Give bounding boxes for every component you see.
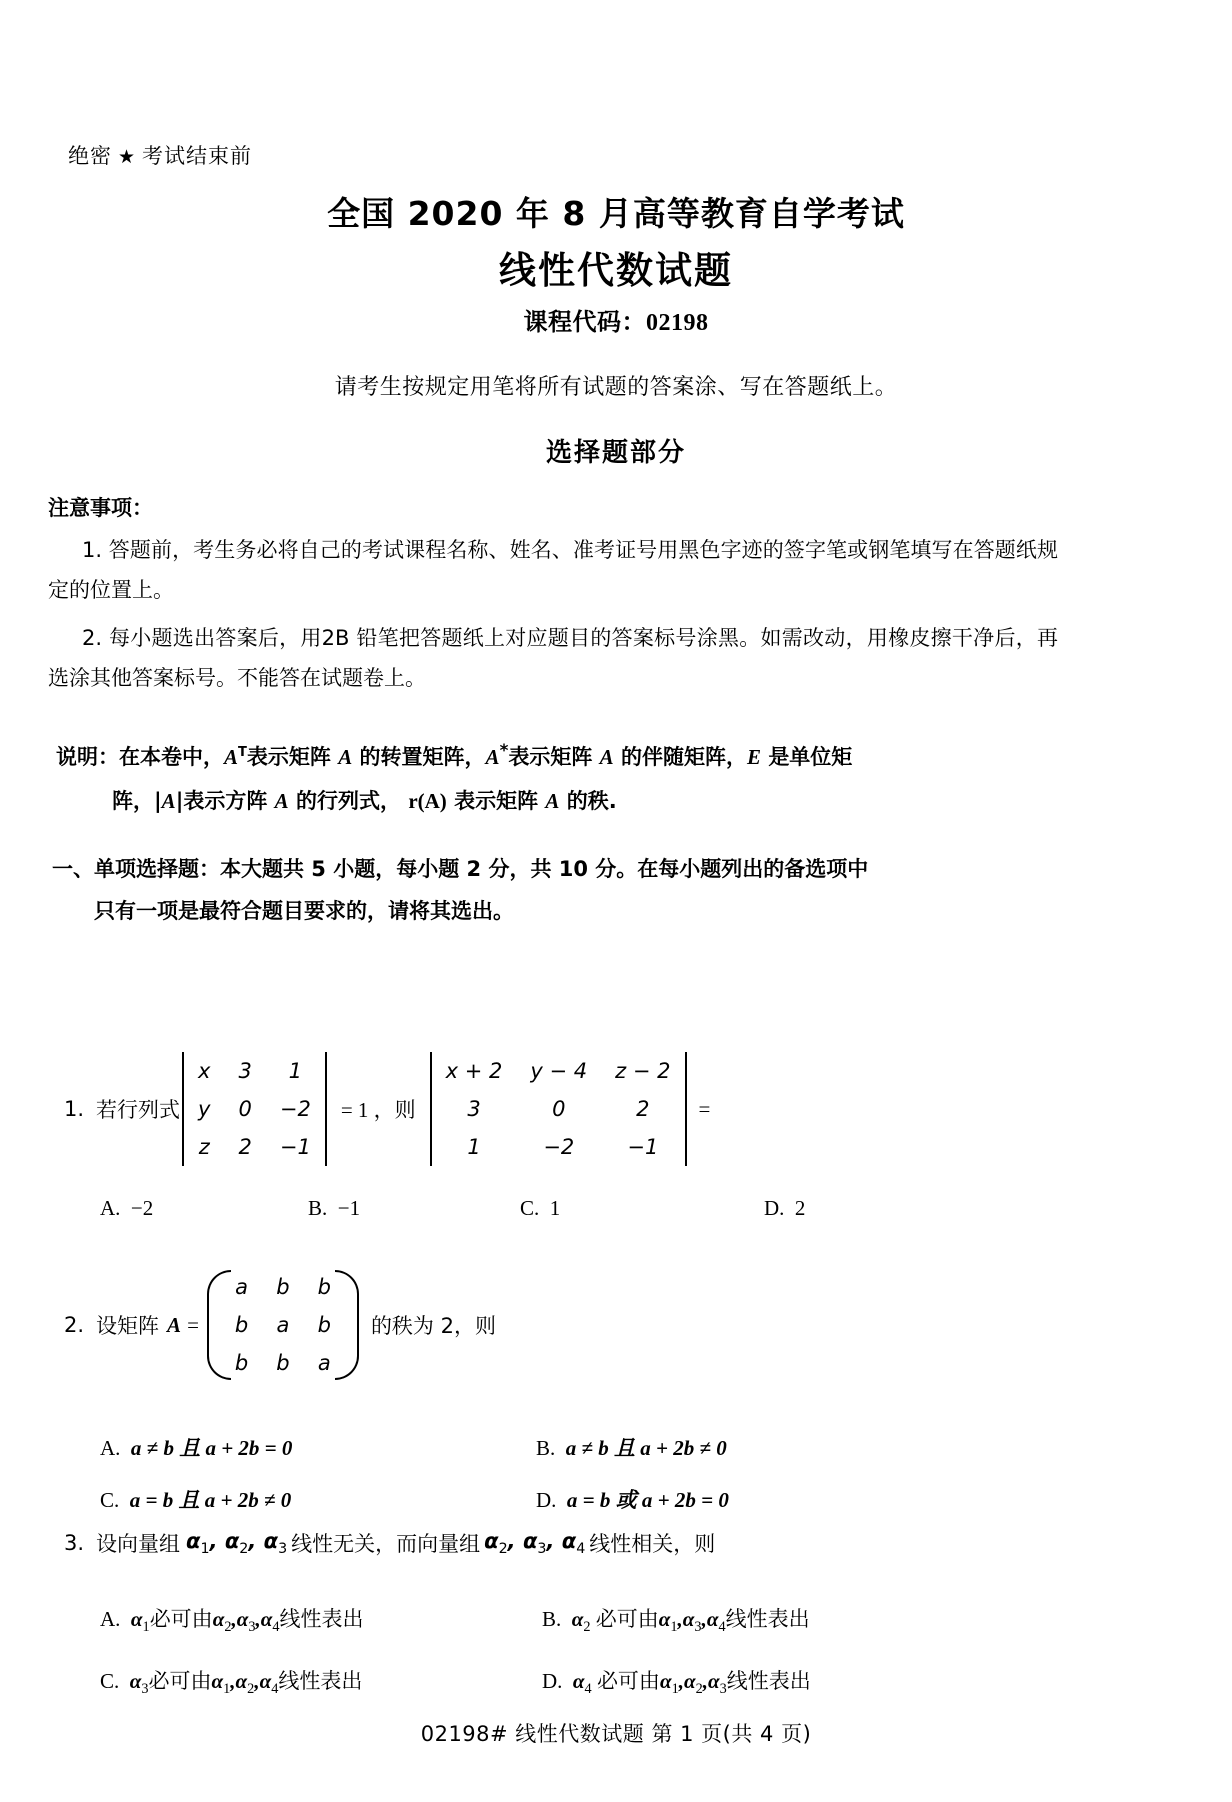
explanation-line1-e: 的伴随矩阵， — [620, 745, 747, 769]
star-icon: ★ — [118, 146, 137, 168]
option-label: A. — [100, 1607, 121, 1631]
symbol-a-3: A — [274, 789, 289, 813]
notes-label: 注意事项： — [48, 496, 153, 520]
question-1-determinant-2 — [430, 1052, 687, 1166]
cell: z — [198, 1135, 210, 1159]
option-text: a ≠ b 且 a + 2b ≠ 0 — [565, 1436, 727, 1460]
option-tail: 线性表出 — [725, 1607, 810, 1631]
subscript: 1 — [142, 1619, 150, 1636]
option-head-vector: $\alpha_1$ — [130, 1607, 150, 1636]
adjugate-superscript: * — [499, 740, 509, 760]
determinant-1-body — [184, 1052, 325, 1166]
symbol-a-adjugate: A — [485, 745, 500, 769]
cell: b — [317, 1313, 331, 1337]
cell: y — [198, 1097, 211, 1121]
note-item-1-text: 1. 答题前，考生务必将自己的考试课程名称、姓名、准考证号用黑色字迹的签字笔或钢笔填写在答题纸规定的位置上。 — [48, 538, 1058, 602]
subscript: 4 — [576, 1541, 586, 1558]
symbol-a-1: A — [338, 745, 353, 769]
option-row — [100, 1592, 1040, 1654]
note-item-2 — [48, 618, 1058, 698]
explanation-line2-e: 的秩. — [566, 789, 617, 813]
question-1-option-d[interactable] — [764, 1196, 805, 1221]
question-3-prefix: 设向量组 — [96, 1532, 181, 1556]
option-label: D. — [536, 1488, 557, 1512]
explanation-line2-a: 阵， — [112, 789, 154, 813]
subscript: 4 — [271, 1681, 279, 1698]
paper-title: 线性代数试题 — [499, 249, 733, 292]
cell: 2 — [238, 1135, 252, 1159]
option-mid: 必可由 — [596, 1669, 660, 1694]
question-3-number: 3. — [64, 1531, 85, 1555]
vector-group-1: $\alpha_1$, $\alpha_2$, $\alpha_3$ — [186, 1528, 288, 1558]
course-code-separator: ： — [621, 308, 646, 336]
symbol-a-2: A — [599, 745, 614, 769]
cell: −2 — [279, 1097, 311, 1121]
equals-sign: = — [187, 1312, 199, 1337]
cell: b — [234, 1351, 249, 1375]
question-2-options — [100, 1422, 1040, 1526]
cell: b — [234, 1313, 249, 1337]
option-text: 2 — [794, 1196, 806, 1220]
pen-notice: 请考生按规定用笔将所有试题的答案涂、写在答题纸上。 — [334, 375, 898, 400]
subscript: 1 — [671, 1681, 679, 1698]
question-group-line1: 一、单项选择题：本大题共 5 小题，每小题 2 分，共 10 分。在每小题列出的备选项中 — [52, 857, 869, 881]
option-text: 1 — [549, 1196, 561, 1220]
cell: 2 — [636, 1097, 650, 1121]
option-text: a ≠ b 且 a + 2b = 0 — [130, 1436, 293, 1460]
option-label: C. — [100, 1488, 120, 1512]
paren-left — [205, 1268, 221, 1382]
question-3-tail: 线性相关，则 — [589, 1532, 716, 1556]
vector-group-2: $\alpha_2$, $\alpha_3$, $\alpha_4$ — [484, 1528, 586, 1558]
question-2-option-a[interactable] — [100, 1422, 536, 1474]
option-text: −1 — [337, 1196, 361, 1220]
secret-after-label: 考试结束前 — [142, 144, 253, 168]
question-1-tail: = — [698, 1096, 711, 1121]
question-1-determinant-1 — [182, 1052, 327, 1166]
option-vector-list: $\alpha_2,\alpha_3,\alpha_4$ — [212, 1607, 280, 1636]
option-vector-list: $\alpha_1,\alpha_3,\alpha_4$ — [658, 1607, 726, 1636]
question-1-option-c[interactable] — [520, 1196, 764, 1221]
option-mid: 必可由 — [595, 1607, 659, 1631]
question-2-option-d[interactable] — [536, 1474, 729, 1526]
subscript: 3 — [537, 1541, 547, 1558]
explanation-line1-b: 表示矩阵 — [246, 745, 331, 769]
secret-header — [68, 140, 252, 170]
course-code-label: 课程代码 — [523, 308, 622, 336]
option-row — [100, 1474, 1040, 1526]
option-vector-list: $\alpha_1,\alpha_2,\alpha_4$ — [211, 1669, 279, 1698]
question-2-number: 2. — [64, 1313, 85, 1337]
cell: 3 — [238, 1059, 252, 1083]
explanation-line1-d: 表示矩阵 — [508, 745, 593, 769]
option-label: D. — [542, 1669, 563, 1694]
explanation-line2-b: 表示方阵 — [183, 789, 268, 813]
cell: b — [276, 1275, 290, 1299]
subscript: 1 — [223, 1681, 231, 1698]
option-mid: 必可由 — [149, 1607, 213, 1631]
question-3-option-a[interactable] — [100, 1592, 542, 1654]
cell: b — [317, 1275, 331, 1299]
cell: z − 2 — [615, 1059, 671, 1083]
subscript: 2 — [224, 1619, 232, 1636]
cell: 0 — [552, 1097, 566, 1121]
subscript: 3 — [278, 1541, 288, 1558]
option-label: B. — [536, 1436, 556, 1460]
cell: 0 — [238, 1097, 252, 1121]
option-tail: 线性表出 — [279, 1607, 364, 1631]
explanation-block — [56, 728, 1036, 823]
subscript: 2 — [239, 1541, 249, 1558]
option-vector-list: $\alpha_1,\alpha_2,\alpha_3$ — [659, 1669, 727, 1698]
option-label: A. — [100, 1196, 121, 1220]
option-label: C. — [100, 1669, 120, 1694]
question-1-number: 1. — [64, 1097, 85, 1121]
cell: a — [276, 1313, 290, 1337]
matrix-body — [221, 1268, 345, 1382]
explanation-line1-f: 是单位矩 — [768, 745, 853, 769]
cell: x + 2 — [445, 1059, 503, 1083]
subscript: 1 — [200, 1541, 210, 1558]
question-2-stem — [64, 1268, 496, 1382]
explanation-label: 说明： — [56, 745, 119, 769]
option-text: a = b 且 a + 2b ≠ 0 — [129, 1488, 292, 1512]
determinant-2-body — [432, 1052, 685, 1166]
paren-right — [345, 1268, 361, 1382]
question-3-mid: 线性无关，而向量组 — [291, 1532, 481, 1556]
option-text: a = b 或 a + 2b = 0 — [566, 1488, 729, 1512]
cell: −1 — [279, 1135, 311, 1159]
page-footer: 02198# 线性代数试题 第 1 页(共 4 页) — [420, 1722, 812, 1746]
subscript: 2 — [498, 1541, 508, 1558]
course-code-value: 02198 — [646, 310, 709, 336]
question-1-prefix: 若行列式 — [96, 1098, 181, 1122]
section-title: 选择题部分 — [545, 438, 686, 468]
symbol-a-4: A — [545, 789, 560, 813]
question-1-options — [100, 1196, 1040, 1221]
exam-title: 全国 2020 年 8 月高等教育自学考试 — [327, 194, 905, 233]
question-1-middle: = 1 ，则 — [340, 1098, 416, 1122]
abs-bars: |A| — [154, 789, 184, 813]
question-3-stem — [64, 1528, 715, 1558]
cell: y − 4 — [530, 1059, 588, 1083]
cell: 1 — [288, 1059, 303, 1083]
question-2-option-c[interactable] — [100, 1474, 536, 1526]
question-2-prefix: 设矩阵 — [96, 1314, 160, 1338]
explanation-line2-c: 的行列式， — [296, 789, 401, 813]
question-2-suffix: 的秩为 2，则 — [370, 1314, 496, 1338]
question-2-matrix — [205, 1268, 361, 1382]
subscript: 3 — [694, 1619, 702, 1636]
cell: −2 — [543, 1135, 575, 1159]
rank-notation: r(A) — [408, 789, 447, 813]
transpose-superscript: T — [238, 745, 247, 760]
cell: 1 — [467, 1135, 481, 1159]
determinant-bar-right — [685, 1052, 687, 1166]
option-row — [100, 1196, 1040, 1221]
question-1-option-b[interactable] — [308, 1196, 520, 1221]
course-code-line — [0, 302, 1232, 337]
subscript: 2 — [247, 1681, 255, 1698]
option-label: D. — [764, 1196, 785, 1220]
question-1-stem — [64, 1052, 710, 1166]
question-1-option-a[interactable] — [100, 1196, 308, 1221]
question-2 — [64, 1268, 496, 1382]
question-3-option-b[interactable] — [542, 1592, 810, 1654]
subscript: 3 — [719, 1681, 727, 1698]
subscript: 4 — [584, 1681, 592, 1698]
option-tail: 线性表出 — [726, 1669, 811, 1694]
option-head-vector: $\alpha_4$ — [572, 1669, 592, 1698]
cell: −1 — [627, 1135, 659, 1159]
symbol-a-transpose: A — [224, 745, 239, 769]
question-group-line2: 只有一项是最符合题目要求的，请将其选出。 — [94, 899, 514, 923]
option-head-vector: $\alpha_3$ — [129, 1669, 149, 1698]
option-label: B. — [308, 1196, 328, 1220]
cell: 3 — [467, 1097, 481, 1121]
question-3-options — [100, 1592, 1040, 1716]
subscript: 3 — [248, 1619, 256, 1636]
note-item-1 — [48, 530, 1058, 610]
option-row — [100, 1654, 1040, 1716]
subscript: 4 — [272, 1619, 280, 1636]
question-3-option-d[interactable] — [542, 1654, 811, 1716]
question-group-heading — [52, 848, 1052, 932]
question-3-option-c[interactable] — [100, 1654, 542, 1716]
subscript: 4 — [718, 1619, 726, 1636]
cell: a — [317, 1351, 331, 1375]
subscript: 2 — [695, 1681, 703, 1698]
option-row — [100, 1422, 1040, 1474]
symbol-e: E — [746, 745, 761, 769]
subscript: 3 — [141, 1681, 149, 1698]
question-3 — [64, 1528, 715, 1558]
option-label: B. — [542, 1607, 562, 1631]
note-item-2-text: 2. 每小题选出答案后，用2B 铅笔把答题纸上对应题目的答案标号涂黑。如需改动，用橡皮擦干净后，再选涂其他答案标号。不能答在试题卷上。 — [48, 626, 1058, 690]
option-tail: 线性表出 — [278, 1669, 363, 1694]
cell: a — [235, 1275, 249, 1299]
symbol-a-det: A — [161, 789, 176, 813]
matrix-name-a: A — [167, 1312, 182, 1337]
secret-label: 绝密 — [68, 144, 112, 168]
option-head-vector: $\alpha_2$ — [571, 1607, 591, 1636]
option-label: A. — [100, 1436, 121, 1460]
explanation-line2-d: 表示矩阵 — [454, 789, 539, 813]
determinant-bar-right — [325, 1052, 327, 1166]
option-mid: 必可由 — [148, 1669, 212, 1694]
subscript: 2 — [583, 1619, 591, 1636]
question-2-option-b[interactable] — [536, 1422, 727, 1474]
explanation-line1-c: 的转置矩阵， — [359, 745, 486, 769]
explanation-line2 — [56, 779, 1036, 823]
explanation-line1-a: 在本卷中， — [119, 745, 224, 769]
question-1 — [64, 1052, 710, 1166]
cell: b — [276, 1351, 290, 1375]
subscript: 1 — [670, 1619, 678, 1636]
cell: x — [198, 1059, 211, 1083]
option-text: −2 — [130, 1196, 154, 1220]
option-label: C. — [520, 1196, 540, 1220]
